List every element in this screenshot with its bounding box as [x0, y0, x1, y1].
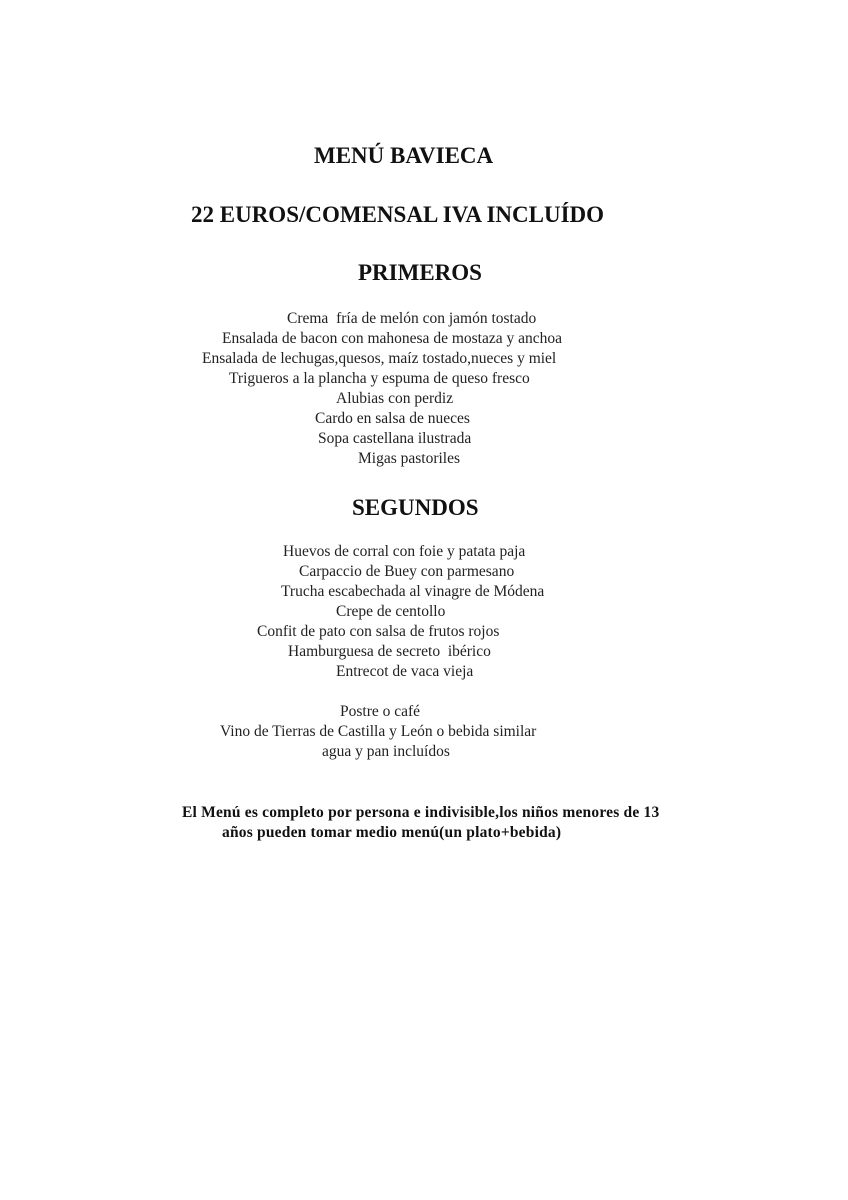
primeros-item: Trigueros a la plancha y espuma de queso fresco — [229, 370, 530, 387]
menu-note-line: años pueden tomar medio menú(un plato+bebida) — [222, 824, 562, 841]
primeros-item: Ensalada de lechugas,quesos, maíz tostado,nueces y miel — [202, 350, 557, 367]
primeros-item: Sopa castellana ilustrada — [318, 430, 472, 447]
primeros-heading: PRIMEROS — [358, 260, 482, 285]
menu-price: 22 EUROS/COMENSAL IVA INCLUÍDO — [191, 202, 605, 227]
primeros-item: Ensalada de bacon con mahonesa de mostaza y anchoa — [222, 330, 562, 347]
segundos-item: Confit de pato con salsa de frutos rojos — [257, 623, 500, 640]
extra-item: Vino de Tierras de Castilla y León o bebida similar — [220, 723, 537, 740]
primeros-item: Migas pastoriles — [358, 450, 461, 467]
menu-note-line: El Menú es completo por persona e indivisible,los niños menores de 13 — [182, 804, 660, 821]
segundos-item: Crepe de centollo — [336, 603, 446, 620]
segundos-item: Huevos de corral con foie y patata paja — [283, 543, 526, 560]
extra-item: agua y pan incluídos — [322, 743, 450, 760]
primeros-item: Cardo en salsa de nueces — [315, 410, 470, 427]
segundos-item: Carpaccio de Buey con parmesano — [299, 563, 515, 580]
primeros-item: Alubias con perdiz — [336, 390, 454, 407]
primeros-item: Crema fría de melón con jamón tostado — [287, 310, 537, 327]
segundos-item: Entrecot de vaca vieja — [336, 663, 474, 680]
segundos-item: Trucha escabechada al vinagre de Módena — [281, 583, 545, 600]
menu-title: MENÚ BAVIECA — [314, 143, 494, 168]
segundos-item: Hamburguesa de secreto ibérico — [288, 643, 491, 660]
extra-item: Postre o café — [340, 703, 421, 720]
segundos-heading: SEGUNDOS — [352, 495, 479, 520]
